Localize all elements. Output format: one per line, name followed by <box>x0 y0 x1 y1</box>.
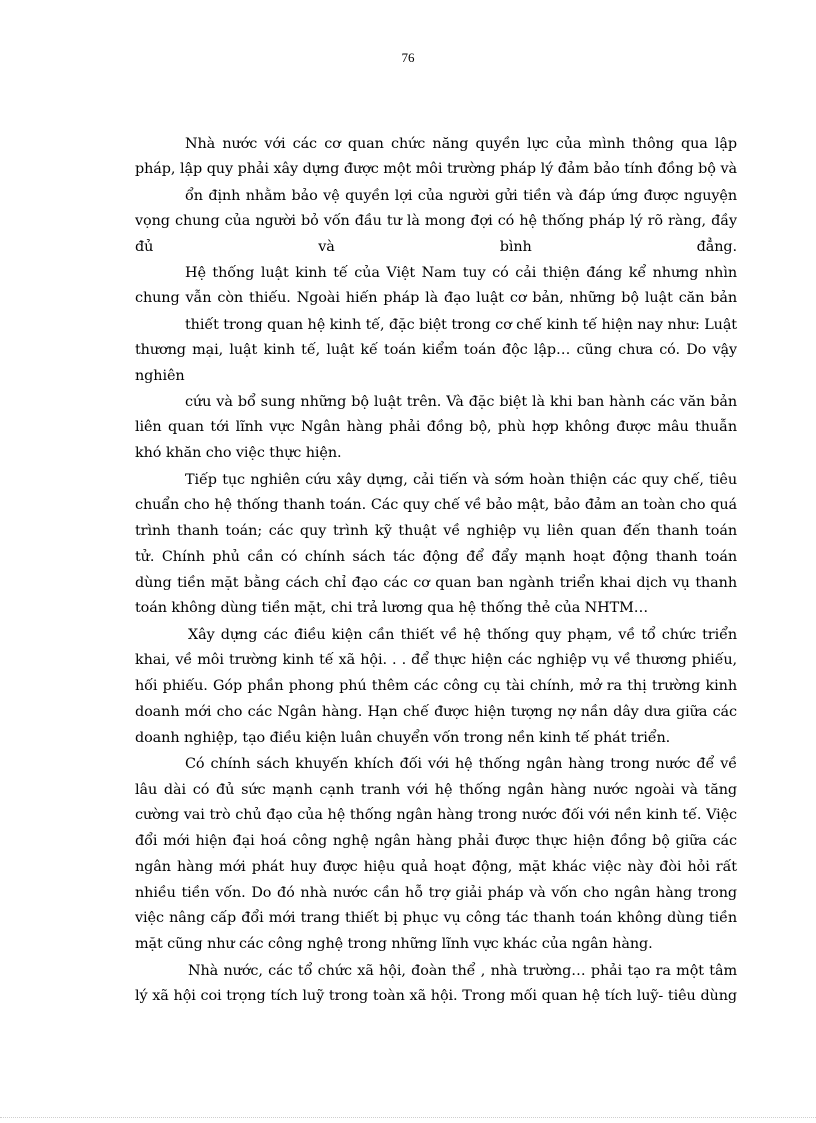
text-line: đủ và bình đẳng. <box>135 239 737 255</box>
text-line: trình thanh toán; các quy trình kỹ thuật về nghiệp vụ liên quan đến thanh toán <box>135 523 737 539</box>
text-line: doanh nghiệp, tạo điều kiện luân chuyển vốn trong nền kinh tế phát triển. <box>135 730 671 746</box>
text-line: chung vẫn còn thiếu. Ngoài hiến pháp là đạo luật cơ bản, những bộ luật căn bản <box>135 290 737 306</box>
text-line: Nhà nước, các tổ chức xã hội, đoàn thể , nhà trường… phải tạo ra một tâm <box>188 963 737 979</box>
text-line: Có chính sách khuyến khích đối với hệ thống ngân hàng trong nước để về <box>185 756 737 772</box>
text-line: liên quan tới lĩnh vực Ngân hàng phải đồng bộ, phù hợp không được mâu thuẫn <box>135 419 737 435</box>
text-line: đổi mới hiện đại hoá công nghệ ngân hàng phải được thực hiện đồng bộ giữa các <box>135 833 737 849</box>
text-line: tử. Chính phủ cần có chính sách tác động để đẩy mạnh hoạt động thanh toán <box>135 549 737 565</box>
text-line: Nhà nước với các cơ quan chức năng quyền lực của mình thông qua lập <box>185 136 737 152</box>
text-line: Xây dựng các điều kiện cần thiết về hệ thống quy phạm, về tổ chức triển <box>188 627 737 643</box>
text-line: Hệ thống luật kinh tế của Việt Nam tuy có cải thiện đáng kể nhưng nhìn <box>185 265 737 281</box>
text-line: Tiếp tục nghiên cứu xây dựng, cải tiến và sớm hoàn thiện các quy chế, tiêu <box>185 472 737 488</box>
text-line: toán không dùng tiền mặt, chi trả lương qua hệ thống thẻ của NHTM… <box>135 600 649 616</box>
text-line: pháp, lập quy phải xây dựng được một môi trường pháp lý đảm bảo tính đồng bộ và <box>135 161 737 177</box>
text-line: vọng chung của người bỏ vốn đầu tư là mong đợi có hệ thống pháp lý rõ ràng, đầy <box>135 213 737 229</box>
text-line: mặt cũng như các công nghệ trong những lĩnh vực khác của ngân hàng. <box>135 936 653 952</box>
text-line: cường vai trò chủ đạo của hệ thống ngân hàng trong nước đối với nền kinh tế. Việc <box>135 807 737 823</box>
page-bottom-border <box>0 1117 816 1118</box>
text-line: khó khăn cho việc thực hiện. <box>135 445 342 461</box>
text-line: ổn định nhằm bảo vệ quyền lợi của người gửi tiền và đáp ứng được nguyện <box>185 188 737 204</box>
text-line: việc nâng cấp đổi mới trang thiết bị phục vụ công tác thanh toán không dùng tiền <box>135 910 737 926</box>
text-line: thương mại, luật kinh tế, luật kế toán kiểm toán độc lập… cũng chưa có. Do vậy <box>135 342 737 358</box>
text-line: cứu và bổ sung những bộ luật trên. Và đặc biệt là khi ban hành các văn bản <box>185 394 737 410</box>
page-number: 76 <box>401 50 415 65</box>
text-line: hối phiếu. Góp phần phong phú thêm các công cụ tài chính, mở ra thị trường kinh <box>135 678 737 694</box>
text-line: doanh mới cho các Ngân hàng. Hạn chế được hiện tượng nợ nần dây dưa giữa các <box>135 704 737 720</box>
text-line: dùng tiền mặt bằng cách chỉ đạo các cơ quan ban ngành triển khai dịch vụ thanh <box>135 575 737 591</box>
text-line: thiết trong quan hệ kinh tế, đặc biệt trong cơ chế kinh tế hiện nay như: Luật <box>185 317 737 333</box>
text-line: nghiên <box>135 368 185 384</box>
text-line: nhiều tiền vốn. Do đó nhà nước cần hỗ trợ giải pháp và vốn cho ngân hàng trong <box>135 885 737 901</box>
text-line: khai, về môi trường kinh tế xã hội. . . để thực hiện các nghiệp vụ về thương phiếu, <box>135 652 737 668</box>
text-line: ngân hàng mới phát huy được hiệu quả hoạt động, mặt khác việc này đòi hỏi rất <box>135 859 737 875</box>
text-line: lâu dài có đủ sức mạnh cạnh tranh với hệ thống ngân hàng nước ngoài và tăng <box>135 782 737 798</box>
text-line: chuẩn cho hệ thống thanh toán. Các quy chế về bảo mật, bảo đảm an toàn cho quá <box>135 497 737 513</box>
text-line: lý xã hội coi trọng tích luỹ trong toàn xã hội. Trong mối quan hệ tích luỹ- tiêu dùng <box>135 988 737 1004</box>
